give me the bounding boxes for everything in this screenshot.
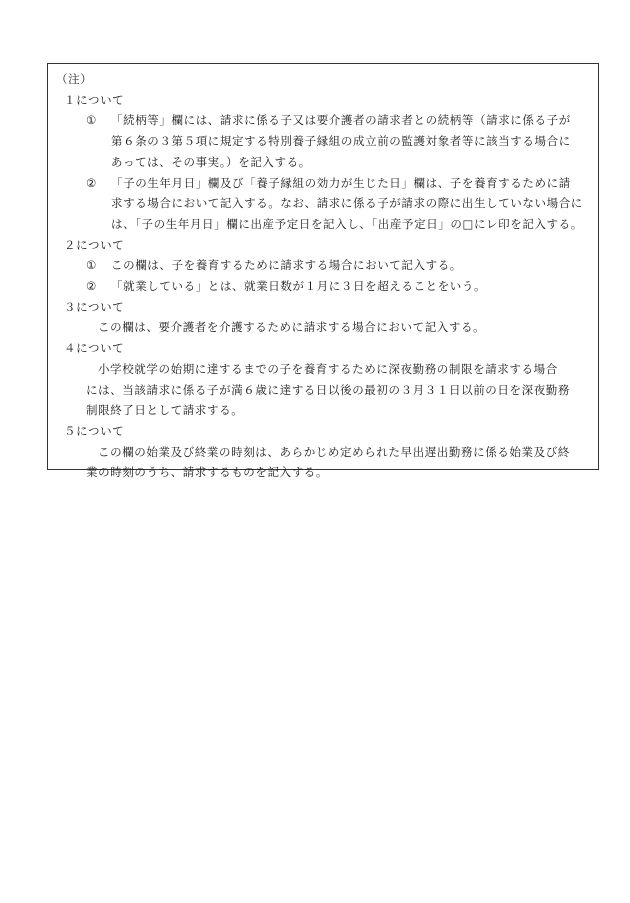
item-text xyxy=(111,173,588,235)
section-3-heading: ３について xyxy=(64,299,125,314)
section-1-item-1 xyxy=(86,110,588,172)
item-text xyxy=(111,276,588,297)
section-2-heading: ２について xyxy=(64,237,125,252)
section-1-item-2 xyxy=(86,173,588,235)
notes-title: （注） xyxy=(56,72,93,86)
section-1-heading: １について xyxy=(64,92,125,107)
text-line: 「続柄等」欄には、請求に係る子又は要介護者の請求者との続柄等（請求に係る子が xyxy=(111,113,571,128)
section-2-item-1 xyxy=(86,255,588,276)
text-line: 求する場合において記入する。なお、請求に係る子が請求の際に出生していない場合に xyxy=(111,196,583,211)
item-text xyxy=(111,255,588,276)
section-3-paragraph xyxy=(86,317,588,338)
section-5-heading: ５について xyxy=(64,423,125,438)
section-2-item-2 xyxy=(86,276,588,297)
item-number: ① xyxy=(86,113,97,128)
item-number: ① xyxy=(86,258,97,273)
text-line: 制限終了日として請求する。 xyxy=(86,403,244,418)
text-line: 「子の生年月日」欄及び「養子縁組の効力が生じた日」欄は、子を養育するために請 xyxy=(111,175,571,190)
notes-box xyxy=(47,63,599,480)
text-line: 第６条の３第５項に規定する特別養子縁組の成立前の監護対象者等に該当する場合に xyxy=(111,134,571,149)
item-text xyxy=(111,110,588,172)
text-line: には、当該請求に係る子が満６歳に達する日以後の最初の３月３１日以前の日を深夜勤務 xyxy=(86,382,570,397)
section-4-heading: ４について xyxy=(64,341,125,356)
section-5-paragraph xyxy=(86,442,588,483)
text-line: この欄の始業及び終業の時刻は、あらかじめ定められた早出遅出勤務に係る始業及び終 xyxy=(98,444,570,459)
item-number: ② xyxy=(86,175,97,190)
text-line: は、「子の生年月日」欄に出産予定日を記入し、「出産予定日」の□にレ印を記入する。 xyxy=(111,216,583,231)
text-line: 「就業している」とは、就業日数が１月に３日を超えることをいう。 xyxy=(111,279,487,294)
text-line: あっては、その事実。）を記入する。 xyxy=(111,154,311,169)
item-number: ② xyxy=(86,279,97,294)
section-4-paragraph xyxy=(86,359,588,421)
text-line: 業の時刻のうち、請求するものを記入する。 xyxy=(86,465,328,480)
text-line: この欄は、子を養育するために請求する場合において記入する。 xyxy=(111,258,462,273)
text-line: 小学校就学の始期に達するまでの子を養育するために深夜勤務の制限を請求する場合 xyxy=(98,361,558,376)
text-line: この欄は、要介護者を介護するために請求する場合において記入する。 xyxy=(98,320,486,335)
